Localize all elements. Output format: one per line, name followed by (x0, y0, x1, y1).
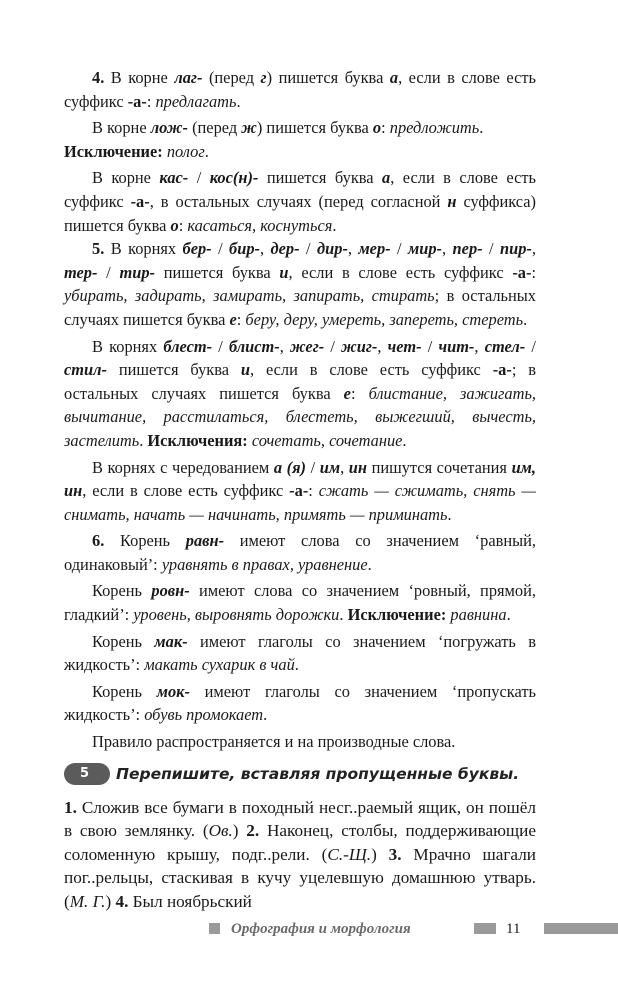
task-number: 5 (80, 766, 90, 781)
rule-derivatives-note: Правило распространяется и на производные слова. (92, 732, 456, 752)
rule-6-ravn: 6. Корень равн- имеют слова со значением ‘равный, одинаковый’: уравнять в правах, уравнение. (64, 531, 536, 574)
footer-edge-bar (544, 923, 618, 934)
rule-4-kas: В корне кас- / кос(н)- пишется буква а, если в слове есть суффикс -а-, в остальных случаях (перед согласной н суффикса) пишется буква о: касаться, коснуться. (64, 168, 536, 235)
rule-5-im-in: В корнях с чередованием а (я) / им, ин пишутся сочетания им, ин, если в слове есть суффикс -а-: сжать — сжимать, снять — снимать, начать — начинать, примять — приминать. (64, 457, 537, 524)
rule-number: 4. (92, 68, 105, 87)
rule-5-ber: 5. В корнях бер- / бир-, дер- / дир-, мер- / мир-, пер- / пир-, тер- / тир- пишется буква и, если в слове есть суффикс -а-: убирать, задирать, замирать, запирать, стирать; в остальных случаях пишется буква е: беру, деру, умереть, запереть, стереть. (64, 239, 536, 329)
task-header (64, 762, 544, 786)
footer-bar-marker (474, 923, 496, 934)
rule-4-lag: 4. В корне лаг- (перед г) пишется буква а, если в слове есть суффикс -а-: предлагать. (64, 68, 536, 111)
rule-6-mak: Корень мак- имеют глаголы со значением ‘погружать в жидкость’: макать сухарик в чай. (64, 631, 536, 675)
exercise-text (64, 796, 536, 913)
rule-4-lozh: В корне лож- (перед ж) пишется буква о: предложить. (92, 118, 484, 138)
exception-polog: Исключение: полог. (64, 141, 209, 161)
task-instruction: Перепишите, вставляя пропущенные буквы. (116, 765, 520, 783)
rules-text (64, 66, 536, 754)
task-number-badge (64, 763, 110, 785)
footer-square-marker (209, 923, 220, 934)
rule-5-blest: В корнях блест- / блист-, жег- / жиг-, чет- / чит-, стел- / стил- пишется буква и, если в слове есть суффикс -а-; в остальных случаях пишется буква е: блистание, зажигать, вычитание, расстилаться, блестеть, выжегший, вычесть, застелить. Исключения: сочетать, сочетание. (64, 336, 537, 450)
exercise-sentences: 1. Сложив все бумаги в походный несг..раемый ящик, он пошёл в свою землянку. (Ов.) 2. Наконец, столбы, поддерживающие соломенную крышу, подг..рели. (С.-Щ.) 3. Мрачно шагали пог..рельцы, стаскивая в кучу уцелевшую домашнюю утварь. (М. Г.) 4. Был ноябрьский (64, 798, 536, 911)
rule-6-rovn: Корень ровн- имеют слова со значением ‘ровный, прямой, гладкий’: уровень, выровнять дорожки. Исключение: равнина. (64, 581, 536, 625)
page-number: 11 (506, 921, 521, 937)
section-title: Орфография и морфология (231, 921, 411, 937)
page-footer (0, 920, 618, 940)
rule-6-mok: Корень мок- имеют глаголы со значением ‘пропускать жидкость’: обувь промокает. (64, 681, 536, 725)
